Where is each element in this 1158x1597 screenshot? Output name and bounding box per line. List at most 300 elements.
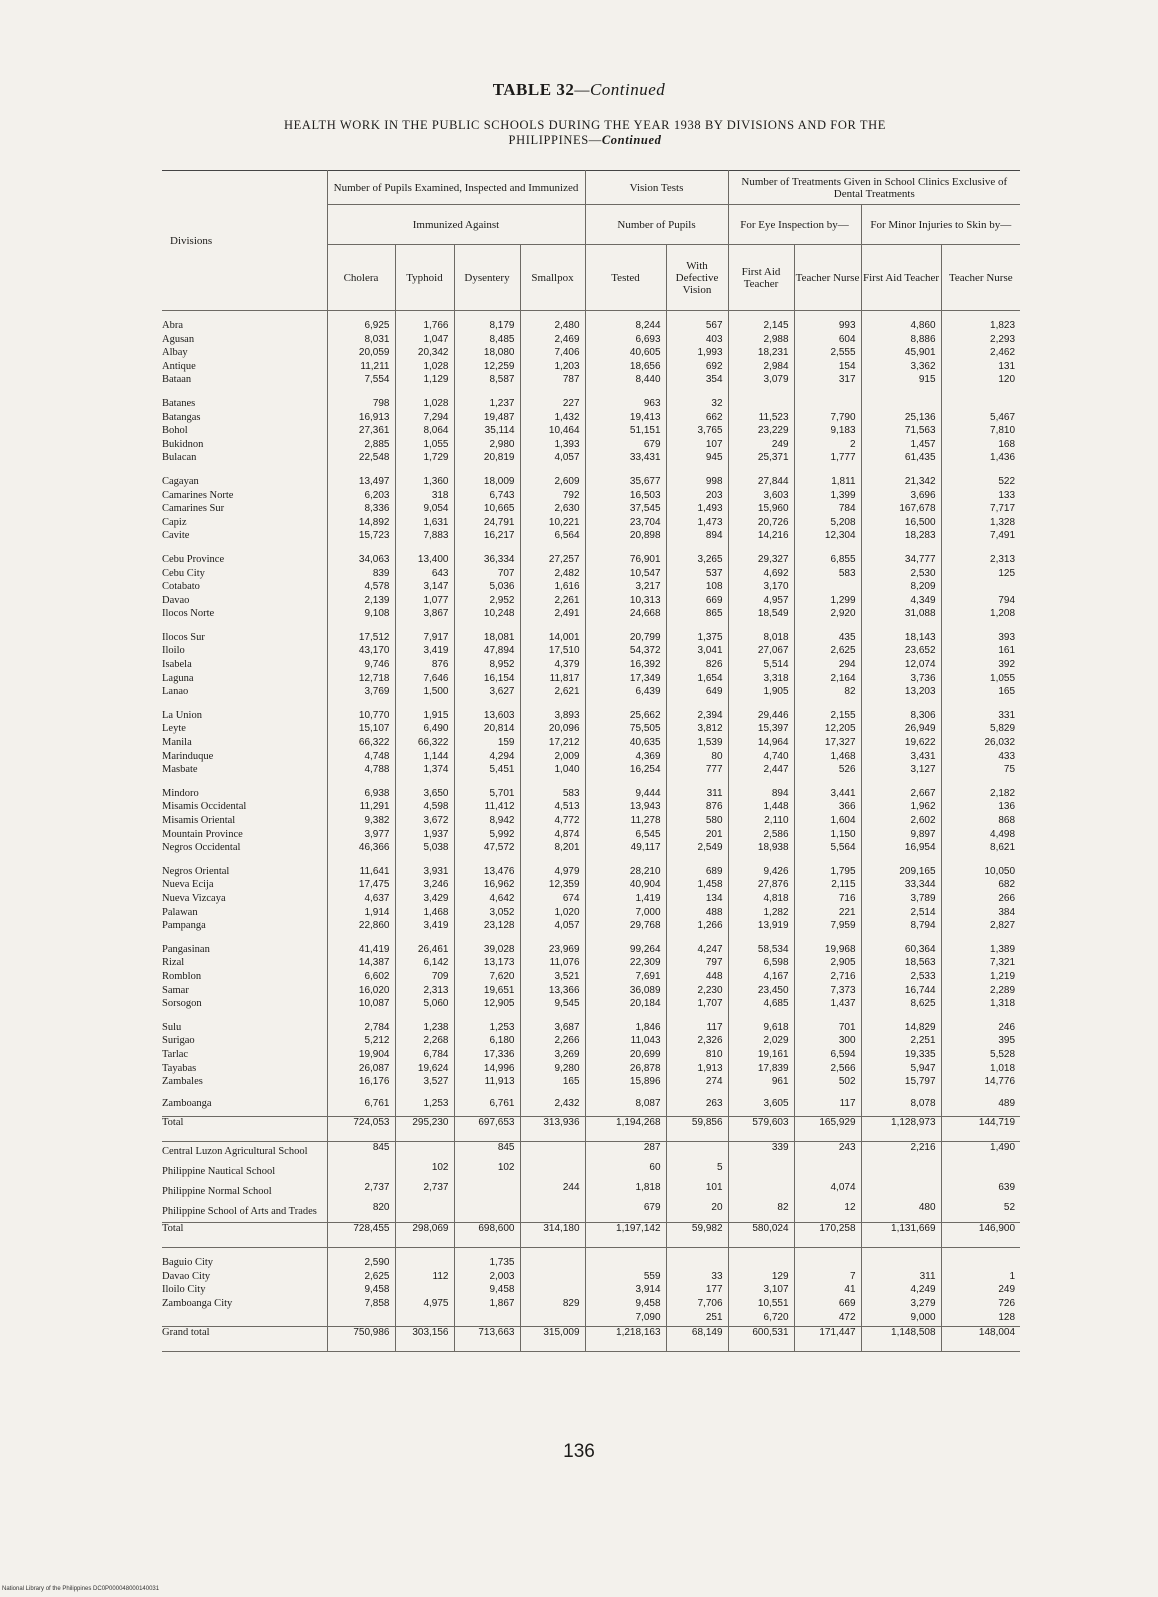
value-cell bbox=[520, 467, 585, 545]
cell-value: 1,493 bbox=[697, 503, 723, 515]
value-cell: 4,074 bbox=[794, 1182, 861, 1202]
cell-value: 125 bbox=[998, 567, 1016, 579]
value-cell bbox=[395, 701, 454, 779]
cell-value: 26,087 bbox=[358, 1062, 390, 1074]
division-name: Sorsogon bbox=[162, 998, 202, 1010]
cell-value: 2 bbox=[849, 438, 856, 450]
cell-value: 8,179 bbox=[489, 320, 515, 331]
value-cell bbox=[666, 857, 728, 935]
value-cell bbox=[666, 1013, 728, 1091]
cell-value: 7,373 bbox=[830, 984, 856, 996]
value-cell bbox=[728, 467, 794, 545]
total-value: 1,131,669 bbox=[861, 1223, 941, 1248]
cell-value: 2,268 bbox=[423, 1035, 449, 1047]
total-value: 295,230 bbox=[395, 1117, 454, 1142]
cell-value: 1,729 bbox=[423, 452, 449, 464]
cell-value: 10,464 bbox=[548, 425, 580, 437]
cell-value: 4,957 bbox=[763, 594, 789, 606]
cell-value: 1,208 bbox=[990, 608, 1016, 620]
cell-value: 3,107 bbox=[763, 1284, 789, 1296]
cell-value: 726 bbox=[998, 1298, 1016, 1310]
total-value: 303,156 bbox=[395, 1327, 454, 1352]
value-cell bbox=[861, 623, 941, 701]
total-value: 697,653 bbox=[454, 1117, 520, 1142]
division-name: Pangasinan bbox=[162, 943, 210, 955]
cell-value: 16,020 bbox=[358, 984, 390, 996]
cell-value: 1,436 bbox=[990, 452, 1016, 464]
cell-value: 263 bbox=[705, 1097, 723, 1109]
cell-value: 1,735 bbox=[489, 1257, 515, 1269]
cell-value: 317 bbox=[838, 374, 856, 386]
cell-value: 14,216 bbox=[757, 530, 789, 542]
cell-value: 4,349 bbox=[910, 594, 936, 606]
value-cell bbox=[327, 623, 395, 701]
cell-value: 12,074 bbox=[904, 659, 936, 671]
cell-value: 14,776 bbox=[984, 1076, 1016, 1088]
cell-value: 7,790 bbox=[830, 411, 856, 423]
value-cell bbox=[520, 1202, 585, 1223]
column-header: Tested bbox=[585, 245, 666, 311]
cell-value: 7,706 bbox=[697, 1298, 723, 1310]
cell-value: 1,631 bbox=[423, 516, 449, 528]
cell-value bbox=[667, 1256, 723, 1270]
cell-value: 777 bbox=[705, 764, 723, 776]
division-name: Batangas bbox=[162, 411, 201, 423]
value-cell: 287 bbox=[585, 1142, 666, 1163]
cell-value: 8,440 bbox=[635, 374, 661, 386]
cell-value: 1,047 bbox=[423, 333, 449, 345]
cell-value: 15,960 bbox=[757, 503, 789, 515]
cell-value: 4,249 bbox=[910, 1284, 936, 1296]
value-cell bbox=[794, 779, 861, 857]
cell-value: 2,447 bbox=[763, 764, 789, 776]
division-name: Tayabas bbox=[162, 1062, 197, 1074]
cell-value: 6,545 bbox=[635, 828, 661, 840]
minor-injuries-header: For Minor Injuries to Skin by— bbox=[861, 205, 1020, 245]
cell-value bbox=[521, 1270, 580, 1284]
cell-value: 2,491 bbox=[554, 608, 580, 620]
cell-value: 6,720 bbox=[763, 1311, 789, 1323]
value-cell: 480 bbox=[861, 1202, 941, 1223]
cell-value: 2,566 bbox=[830, 1062, 856, 1074]
value-cell bbox=[585, 311, 666, 389]
cell-value bbox=[586, 1256, 661, 1270]
cell-value: 3,269 bbox=[554, 1048, 580, 1060]
cell-value: 3,736 bbox=[910, 672, 936, 684]
cell-value: 41,419 bbox=[358, 943, 390, 955]
cell-value: 784 bbox=[838, 503, 856, 515]
cell-value: 1,437 bbox=[830, 998, 856, 1010]
column-header: With Defective Vision bbox=[666, 245, 728, 311]
cell-value: 25,136 bbox=[904, 411, 936, 423]
value-cell bbox=[395, 623, 454, 701]
cell-value: 154 bbox=[838, 360, 856, 372]
cell-value bbox=[729, 397, 789, 411]
value-cell bbox=[728, 1182, 794, 1202]
value-cell bbox=[327, 701, 395, 779]
cell-value: 16,176 bbox=[358, 1076, 390, 1088]
cell-value: 9,108 bbox=[364, 608, 390, 620]
cell-value: 8,621 bbox=[990, 842, 1016, 854]
cell-value: 36,089 bbox=[629, 984, 661, 996]
cell-value: 25,371 bbox=[757, 452, 789, 464]
value-cell bbox=[941, 623, 1020, 701]
table-subtitle: HEALTH WORK IN THE PUBLIC SCHOOLS DURING THE YEAR 1938 BY DIVISIONS AND FOR THE PHILIPPINES—Continued bbox=[283, 118, 887, 147]
cell-value: 168 bbox=[998, 438, 1016, 450]
cell-value: 17,839 bbox=[757, 1062, 789, 1074]
cell-value: 829 bbox=[562, 1298, 580, 1310]
cell-value: 7,959 bbox=[830, 920, 856, 932]
cell-value: 3,812 bbox=[697, 723, 723, 735]
value-cell bbox=[454, 623, 520, 701]
value-cell bbox=[585, 935, 666, 1013]
cell-value: 1,237 bbox=[489, 397, 515, 409]
cell-value: 4,975 bbox=[423, 1298, 449, 1310]
cell-value: 47,572 bbox=[483, 842, 515, 854]
cell-value: 2,905 bbox=[830, 957, 856, 969]
cell-value: 26,878 bbox=[629, 1062, 661, 1074]
cell-value: 4,740 bbox=[763, 750, 789, 762]
cell-value: 2,885 bbox=[364, 438, 390, 450]
value-cell bbox=[585, 467, 666, 545]
cell-value: 19,161 bbox=[757, 1048, 789, 1060]
value-cell bbox=[728, 545, 794, 623]
cell-value: 7,883 bbox=[423, 530, 449, 542]
eye-inspection-header: For Eye Inspection by— bbox=[728, 205, 861, 245]
cell-value: 6,693 bbox=[635, 333, 661, 345]
cell-value: 3,419 bbox=[423, 920, 449, 932]
cell-value: 14,964 bbox=[757, 737, 789, 749]
value-cell bbox=[941, 779, 1020, 857]
cell-value: 5,564 bbox=[830, 842, 856, 854]
cell-value: 395 bbox=[998, 1035, 1016, 1047]
cell-value: 876 bbox=[431, 659, 449, 671]
cell-value: 6,855 bbox=[830, 553, 856, 565]
value-cell bbox=[454, 1182, 520, 1202]
cell-value: 1,144 bbox=[423, 750, 449, 762]
school-row bbox=[162, 1142, 1020, 1163]
cell-value: 40,904 bbox=[629, 879, 661, 891]
cell-value: 54,372 bbox=[629, 645, 661, 657]
cell-value: 11,291 bbox=[359, 801, 390, 813]
cell-value: 318 bbox=[431, 489, 449, 501]
treatments-group-header: Number of Treatments Given in School Clinics Exclusive of Dental Treatments bbox=[728, 171, 1020, 205]
value-cell bbox=[666, 701, 728, 779]
school-name: Philippine Normal School bbox=[162, 1186, 272, 1198]
value-cell bbox=[327, 467, 395, 545]
cell-value: 2,625 bbox=[830, 645, 856, 657]
value-cell bbox=[520, 623, 585, 701]
division-name: Manila bbox=[162, 737, 192, 749]
total-value: 1,197,142 bbox=[585, 1223, 666, 1248]
cell-value: 6,598 bbox=[763, 957, 789, 969]
total-value: 1,194,268 bbox=[585, 1117, 666, 1142]
total-value: 724,053 bbox=[327, 1117, 395, 1142]
division-name: Leyte bbox=[162, 723, 186, 735]
cell-value: 1,448 bbox=[763, 801, 789, 813]
division-name: Mountain Province bbox=[162, 828, 243, 840]
value-cell bbox=[728, 1162, 794, 1182]
school-row bbox=[162, 1202, 1020, 1223]
cell-value: 9,426 bbox=[763, 865, 789, 877]
cell-value bbox=[795, 1256, 856, 1270]
cell-value: 10,087 bbox=[358, 998, 390, 1010]
division-name: Nueva Vizcaya bbox=[162, 892, 226, 904]
cell-value: 5,451 bbox=[489, 764, 515, 776]
cell-value: 9,054 bbox=[423, 503, 449, 515]
cell-value bbox=[396, 1283, 449, 1297]
division-name: Cebu City bbox=[162, 567, 205, 579]
table-row-group bbox=[162, 701, 1020, 779]
cell-value: 4,513 bbox=[554, 801, 580, 813]
cell-value: 1,238 bbox=[423, 1021, 449, 1033]
table-row-group bbox=[162, 779, 1020, 857]
cell-value: 33,344 bbox=[904, 879, 936, 891]
cell-value: 24,668 bbox=[629, 608, 661, 620]
cell-value: 1,028 bbox=[423, 397, 449, 409]
cell-value: 2,514 bbox=[910, 906, 936, 918]
cell-value: 27,844 bbox=[757, 475, 789, 487]
cell-value: 19,487 bbox=[483, 411, 515, 423]
value-cell bbox=[794, 545, 861, 623]
cell-value: 8,625 bbox=[910, 998, 936, 1010]
table-row-group bbox=[162, 467, 1020, 545]
cell-value: 2,988 bbox=[763, 333, 789, 345]
cell-value: 2,115 bbox=[831, 879, 856, 891]
cell-value: 682 bbox=[998, 879, 1016, 891]
cell-value: 165 bbox=[998, 686, 1016, 698]
total-value: 148,004 bbox=[941, 1327, 1020, 1352]
cell-value: 16,154 bbox=[483, 672, 515, 684]
total-value: 170,258 bbox=[794, 1223, 861, 1248]
value-cell bbox=[728, 1013, 794, 1091]
cell-value: 13,366 bbox=[548, 984, 580, 996]
division-name: Palawan bbox=[162, 906, 198, 918]
value-cell bbox=[585, 389, 666, 467]
cell-value: 11,211 bbox=[360, 360, 390, 372]
value-cell bbox=[728, 701, 794, 779]
cell-value: 6,142 bbox=[423, 957, 449, 969]
value-cell bbox=[395, 545, 454, 623]
cell-value: 2,469 bbox=[554, 333, 580, 345]
cell-value: 11,817 bbox=[549, 672, 580, 684]
value-cell bbox=[728, 857, 794, 935]
cell-value: 2,609 bbox=[554, 475, 580, 487]
cell-value: 107 bbox=[705, 438, 723, 450]
cell-value: 4,057 bbox=[554, 452, 580, 464]
cell-value: 894 bbox=[705, 530, 723, 542]
cell-value: 9,280 bbox=[554, 1062, 580, 1074]
cell-value: 29,446 bbox=[757, 709, 789, 721]
value-cell: 102 bbox=[454, 1162, 520, 1182]
cell-value: 10,547 bbox=[629, 567, 661, 579]
value-cell bbox=[327, 935, 395, 1013]
cell-value: 3,246 bbox=[423, 879, 449, 891]
cell-value: 580 bbox=[705, 815, 723, 826]
value-cell: 1,818 bbox=[585, 1182, 666, 1202]
cell-value: 1,458 bbox=[697, 879, 723, 891]
cell-value: 13,497 bbox=[358, 475, 390, 487]
immunized-against-header: Immunized Against bbox=[327, 205, 585, 245]
cell-value: 14,001 bbox=[548, 631, 580, 643]
cell-value: 274 bbox=[705, 1076, 723, 1088]
division-name: Albay bbox=[162, 347, 188, 359]
cell-value: 331 bbox=[998, 709, 1016, 721]
cell-value: 2,289 bbox=[990, 984, 1016, 996]
cell-value: 9,458 bbox=[489, 1284, 515, 1296]
cell-value: 689 bbox=[705, 865, 723, 877]
school-name-cell bbox=[162, 1142, 327, 1163]
division-names-cell bbox=[162, 311, 327, 389]
cell-value: 3,318 bbox=[763, 672, 789, 684]
division-name: Sulu bbox=[162, 1021, 182, 1033]
total-value: 146,900 bbox=[941, 1223, 1020, 1248]
cell-value: 2,313 bbox=[423, 984, 449, 996]
value-cell bbox=[861, 311, 941, 389]
division-name: Zamboanga bbox=[162, 1097, 212, 1109]
cell-value: 6,203 bbox=[364, 489, 390, 501]
cell-value: 165 bbox=[562, 1076, 580, 1088]
cell-value: 16,392 bbox=[629, 659, 661, 671]
cell-value: 117 bbox=[839, 1097, 856, 1109]
cell-value: 5,467 bbox=[990, 411, 1016, 423]
cell-value: 3,170 bbox=[763, 581, 789, 593]
cell-value: 11,043 bbox=[630, 1035, 661, 1047]
cell-value: 998 bbox=[705, 475, 723, 487]
cell-value: 18,656 bbox=[629, 360, 661, 372]
cell-value: 22,860 bbox=[358, 920, 390, 932]
division-names-cell bbox=[162, 389, 327, 467]
cell-value: 583 bbox=[838, 567, 856, 579]
cell-value: 2,667 bbox=[910, 787, 936, 799]
cell-value: 1,457 bbox=[910, 438, 936, 450]
cell-value: 1,539 bbox=[697, 737, 723, 749]
value-cell: 2,216 bbox=[861, 1142, 941, 1163]
column-header: Typhoid bbox=[395, 245, 454, 311]
value-cell bbox=[520, 1091, 585, 1117]
cell-value: 1,328 bbox=[990, 516, 1016, 528]
total-value: 298,069 bbox=[395, 1223, 454, 1248]
cell-value: 1,811 bbox=[831, 475, 856, 487]
cell-value: 6,490 bbox=[423, 723, 449, 735]
value-cell bbox=[941, 467, 1020, 545]
division-names-cell bbox=[162, 1091, 327, 1117]
value-cell bbox=[941, 857, 1020, 935]
value-cell bbox=[454, 1013, 520, 1091]
cell-value: 36,334 bbox=[483, 553, 515, 565]
cell-value: 300 bbox=[838, 1035, 856, 1047]
value-cell bbox=[454, 1248, 520, 1327]
school-name-cell bbox=[162, 1182, 327, 1202]
value-cell: 244 bbox=[520, 1182, 585, 1202]
value-cell bbox=[454, 701, 520, 779]
school-name: Philippine Nautical School bbox=[162, 1166, 276, 1178]
division-name: Laguna bbox=[162, 672, 194, 684]
cell-value: 16,954 bbox=[904, 842, 936, 854]
division-name: Ilocos Sur bbox=[162, 631, 205, 643]
cell-value: 3,867 bbox=[423, 608, 449, 620]
cell-value: 6,743 bbox=[489, 489, 515, 501]
cell-value: 1,077 bbox=[423, 594, 449, 606]
school-row bbox=[162, 1162, 1020, 1182]
cell-value: 1,616 bbox=[554, 581, 580, 593]
cell-value: 3,265 bbox=[697, 553, 723, 565]
cell-value: 3,362 bbox=[910, 360, 936, 372]
cell-value: 1,129 bbox=[423, 374, 449, 386]
cell-value bbox=[942, 397, 1016, 411]
value-cell bbox=[327, 1013, 395, 1091]
table-title: TABLE 32—Continued bbox=[492, 80, 666, 99]
cell-value: 7,810 bbox=[990, 425, 1016, 437]
cell-value: 3,605 bbox=[763, 1097, 789, 1109]
cell-value: 311 bbox=[706, 787, 723, 799]
cell-value: 15,896 bbox=[629, 1076, 661, 1088]
cell-value: 669 bbox=[838, 1298, 856, 1310]
division-name: Davao bbox=[162, 594, 190, 606]
cell-value: 392 bbox=[998, 659, 1016, 671]
value-cell: 82 bbox=[728, 1202, 794, 1223]
cell-value: 7,646 bbox=[423, 672, 449, 684]
cell-value: 75 bbox=[1003, 764, 1016, 776]
cell-value: 1,219 bbox=[990, 970, 1016, 982]
cell-value: 2,230 bbox=[697, 984, 723, 996]
value-cell bbox=[585, 623, 666, 701]
cell-value: 203 bbox=[705, 489, 723, 501]
cell-value: 9,458 bbox=[364, 1284, 390, 1296]
cell-value: 1,654 bbox=[697, 672, 723, 684]
cell-value: 4,598 bbox=[423, 801, 449, 813]
school-name: Central Luzon Agricultural School bbox=[162, 1146, 308, 1158]
cell-value: 2,586 bbox=[763, 828, 789, 840]
cell-value: 2,266 bbox=[554, 1035, 580, 1047]
cell-value: 23,450 bbox=[757, 984, 789, 996]
cell-value: 311 bbox=[919, 1270, 936, 1282]
value-cell bbox=[585, 545, 666, 623]
cell-value: 10,050 bbox=[984, 865, 1016, 877]
cell-value: 1,375 bbox=[697, 631, 723, 643]
cell-value: 2,549 bbox=[697, 842, 723, 854]
cell-value: 7,090 bbox=[635, 1311, 661, 1323]
cell-value: 20,726 bbox=[757, 516, 789, 528]
cell-value: 3,650 bbox=[423, 787, 449, 799]
value-cell bbox=[861, 935, 941, 1013]
cell-value: 662 bbox=[705, 411, 723, 423]
cell-value: 5,060 bbox=[423, 998, 449, 1010]
table-row-group bbox=[162, 1013, 1020, 1091]
cell-value: 559 bbox=[643, 1270, 661, 1282]
cell-value: 4,498 bbox=[990, 828, 1016, 840]
cell-value: 1 bbox=[1009, 1270, 1016, 1282]
cell-value: 16,744 bbox=[904, 984, 936, 996]
value-cell bbox=[941, 1248, 1020, 1327]
cell-value: 6,439 bbox=[635, 686, 661, 698]
cell-value: 39,028 bbox=[483, 943, 515, 955]
cell-value: 27,876 bbox=[757, 879, 789, 891]
value-cell bbox=[794, 623, 861, 701]
cell-value: 133 bbox=[998, 489, 1016, 501]
cell-value: 567 bbox=[705, 320, 723, 331]
value-cell bbox=[941, 935, 1020, 1013]
cell-value: 108 bbox=[705, 581, 723, 593]
value-cell bbox=[728, 623, 794, 701]
cell-value: 3,041 bbox=[697, 645, 723, 657]
value-cell bbox=[327, 311, 395, 389]
cell-value: 128 bbox=[998, 1311, 1016, 1323]
cell-value: 4,788 bbox=[364, 764, 390, 776]
cell-value: 1,846 bbox=[635, 1021, 661, 1033]
cell-value: 4,247 bbox=[697, 943, 723, 955]
cell-value: 3,789 bbox=[910, 892, 936, 904]
